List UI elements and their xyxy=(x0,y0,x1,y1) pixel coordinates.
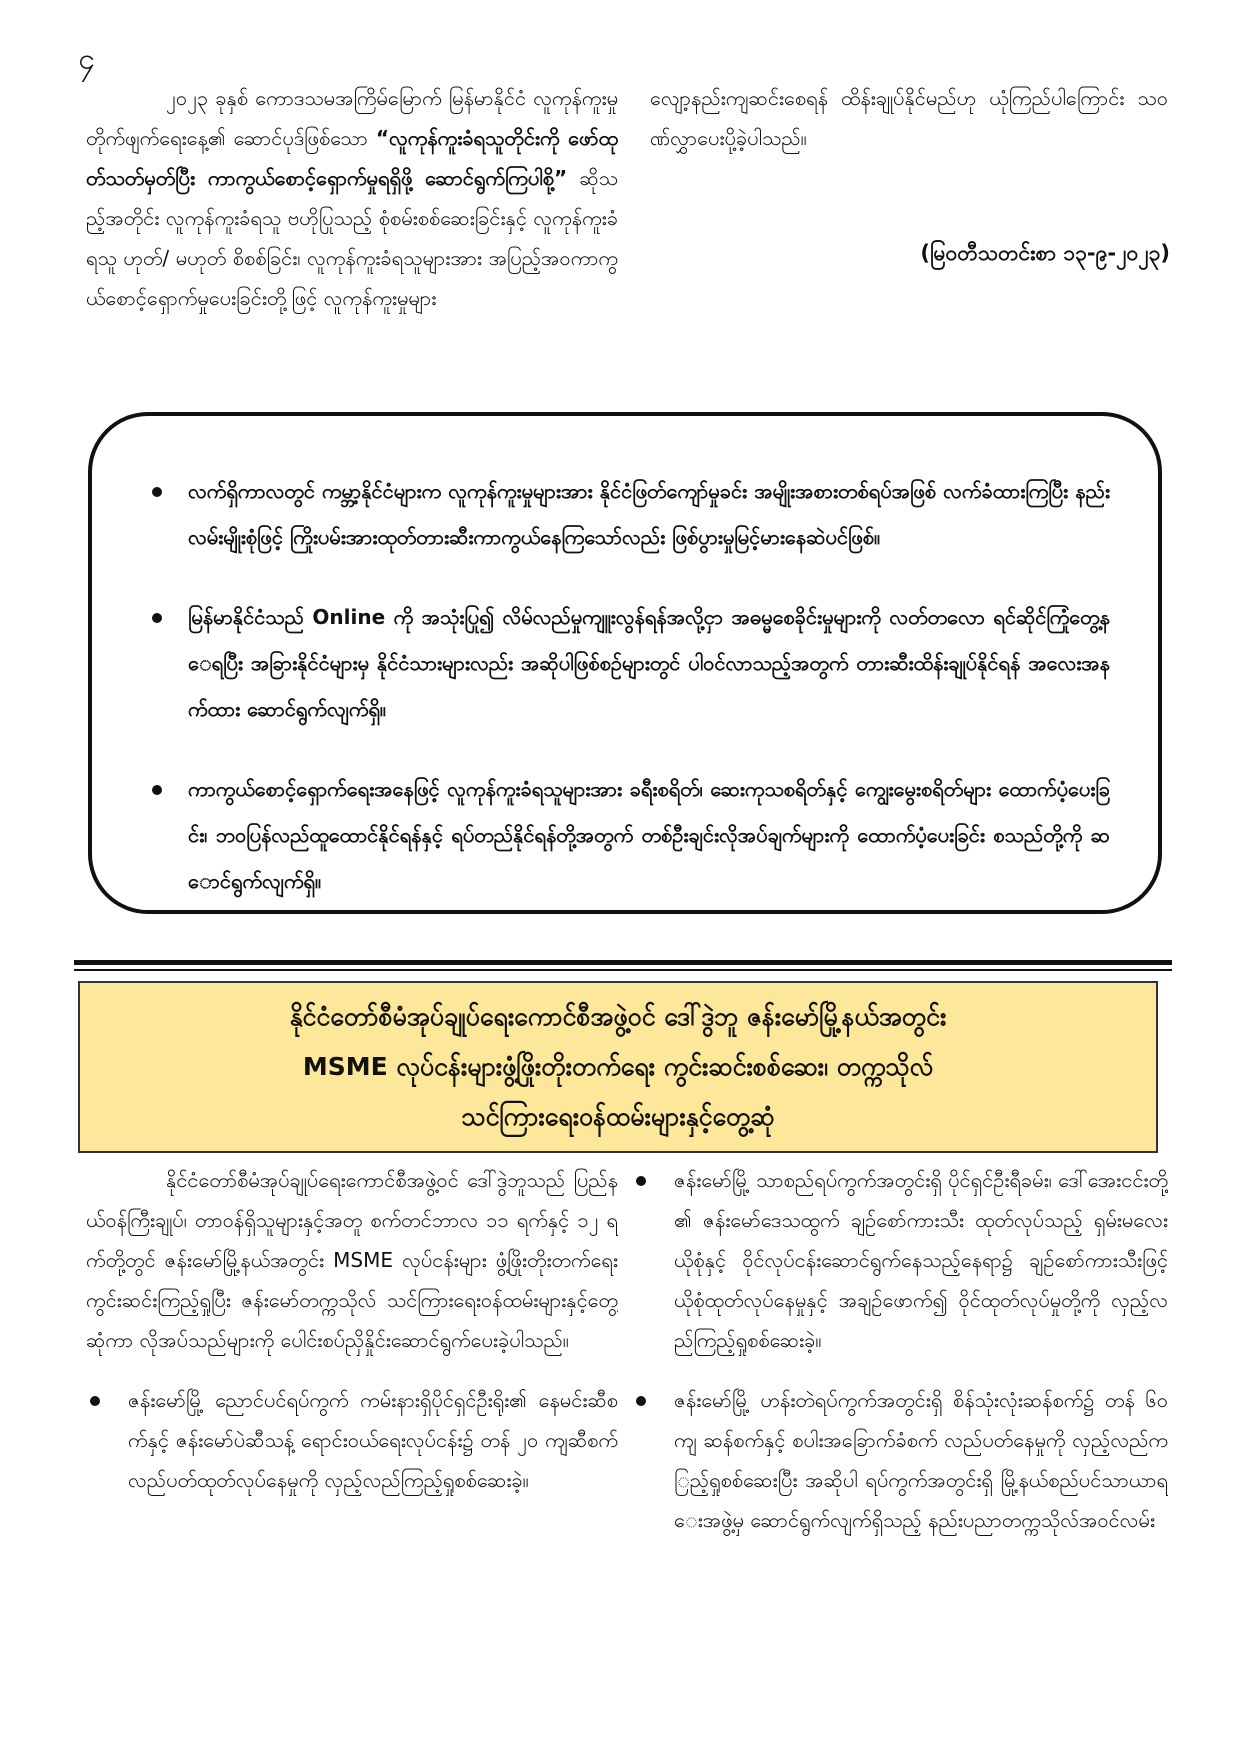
callout-item-text: လက်ရှိကာလတွင် ကမ္ဘာ့နိုင်ငံများက လူကုန်ကူးမှုများအား နိုင်ငံဖြတ်ကျော်မှုခင်း အမျိုးအစားတစ်ရပ်အဖြစ် လက်ခံထားကြပြီး နည်းလမ်းမျိုးစုံဖြင့် ကြိုးပမ်းအားထုတ်တားဆီးကာကွယ်နေကြသော်လည်း ဖြစ်ပွားမှုမြင့်မားနေဆဲပင်ဖြစ်။ xyxy=(188,479,1110,549)
callout-item-text: ကာကွယ်စောင့်ရှောက်ရေးအနေဖြင့် လူကုန်ကူးခံရသူများအား ခရီးစရိတ်၊ ဆေးကုသစရိတ်နှင့် ကျွေးမွေးစရိတ်များ ထောက်ပံ့ပေးခြင်း၊ ဘဝပြန်လည်ထူထောင်နိုင်ရန်နှင့် ရပ်တည်နိုင်ရန်တို့အတွက် တစ်ဦးချင်းလိုအပ်ချက်များကို ထောက်ပံ့ပေးခြင်း စသည်တို့ကို ဆောင်ရွက်လျက်ရှိ။ xyxy=(188,777,1110,893)
paragraph-gap xyxy=(632,1360,1168,1380)
bullet-icon xyxy=(152,785,162,795)
article-headline xyxy=(78,981,1158,1153)
article-bullet-text: ဇန်းမော်မြို့ သာစည်ရပ်ကွက်အတွင်းရှိ ပိုင်ရှင်ဦးရီခမ်း၊ ဒေါ်အေးငင်းတို့၏ ဇန်းမော်ဒေသထွက် ချဉ်စော်ကားသီး ထုတ်လုပ်သည့် ရှမ်းမလေးယိုစုံနှင့် ဝိုင်လုပ်ငန်းဆောင်ရွက်နေသည့်နေရာ၌ ချဉ်စော်ကားသီးဖြင့် ယိုစုံထုတ်လုပ်နေမှုနှင့် အချဉ်ဖောက်၍ ဝိုင်ထုတ်လုပ်မှုတို့ကို လှည့်လည်ကြည့်ရှုစစ်ဆေးခဲ့။ xyxy=(674,1168,1168,1352)
callout-box xyxy=(88,412,1162,914)
article-bullet xyxy=(632,1160,1168,1360)
paragraph-rest: ဆိုသည့်အတိုင်း လူကုန်ကူးခံရသူ ဗဟိုပြုသည့် စုံစမ်းစစ်ဆေးခြင်းနှင့် လူကုန်ကူးခံရသူ ဟုတ်/ မဟုတ် စိစစ်ခြင်း၊ လူကုန်ကူးခံရသူများအား အပြည့်အဝကာကွယ်စောင့်ရှောက်မှုပေးခြင်းတို့ဖြင့် လူကုန်ကူးမှုများ xyxy=(86,166,618,310)
article-bullet-text: ဇန်းမော်မြို့ ညောင်ပင်ရပ်ကွက် ကမ်းနားရှိပိုင်ရှင်ဦးရိုး၏ နေမင်းဆီစက်နှင့် ဇန်းမော်ပဲဆီသန့် ရောင်းဝယ်ရေးလုပ်ငန်း၌ တန် ၂၀ ကျဆီစက် လည်ပတ်ထုတ်လုပ်နေမှုကို လှည့်လည်ကြည့်ရှုစစ်ဆေးခဲ့။ xyxy=(128,1388,618,1492)
section-divider-thin xyxy=(74,969,1172,971)
source-citation: (မြဝတီသတင်းစာ ၁၃-၉-၂၀၂၃) xyxy=(920,241,1170,265)
article-bullet xyxy=(632,1380,1168,1540)
intro-paragraph xyxy=(86,78,618,318)
headline-line: နိုင်ငံတော်စီမံအုပ်ချုပ်ရေးကောင်စီအဖွဲ့ဝင် ဒေါ်ဒွဲဘူ ဇန်းမော်မြို့နယ်အတွင်း xyxy=(289,1002,947,1031)
top-left-column xyxy=(86,78,618,398)
paragraph-lead: ၂၀၂၃ ခုနှစ် ကောဒသမအကြိမ်မြောက် မြန်မာနိုင်ငံ လူကုန်ကူးမှုတိုက်ဖျက်ရေးနေ့၏ ဆောင်ပုဒ်ဖြစ်သော xyxy=(86,86,618,150)
callout-item-text: မြန်မာနိုင်ငံသည် Online ကို အသုံးပြု၍ လိမ်လည်မှုကျူးလွန်ရန်အလို့ငှာ အဓမ္မစေခိုင်းမှုများကို လတ်တလော ရင်ဆိုင်ကြုံတွေ့နေရပြီး အခြားနိုင်ငံများမှ နိုင်ငံသားများလည်း အဆိုပါဖြစ်စဉ်များတွင် ပါဝင်လာသည့်အတွက် တားဆီးထိန်းချုပ်နိုင်ရန် အလေးအနက်ထား ဆောင်ရွက်လျက်ရှိ။ xyxy=(188,605,1110,721)
callout-item xyxy=(152,468,1110,560)
bullet-icon xyxy=(636,1396,646,1406)
article-bullet xyxy=(86,1380,618,1500)
article-bullet-text: ဇန်းမော်မြို့ ဟန်းတဲရပ်ကွက်အတွင်းရှိ စိန်သုံးလုံးဆန်စက်၌ တန် ၆၀ ကျ ဆန်စက်နှင့် စပါးအခြောက်ခံစက် လည်ပတ်နေမှုကို လှည့်လည်ကြည့်ရှုစစ်ဆေးပြီး အဆိုပါ ရပ်ကွက်အတွင်းရှိ မြို့နယ်စည်ပင်သာယာရေးအဖွဲ့မှ ဆောင်ရွက်လျက်ရှိသည့် နည်းပညာတက္ကသိုလ်အဝင်လမ်း xyxy=(674,1388,1168,1532)
top-right-paragraph: လျော့နည်းကျဆင်းစေရန် ထိန်းချုပ်နိုင်မည်ဟု ယုံကြည်ပါကြောင်း သဝဏ်လွှာပေးပို့ခဲ့ပါသည်။ xyxy=(650,86,1168,150)
bullet-icon xyxy=(90,1396,100,1406)
headline-line: သင်ကြားရေးဝန်ထမ်းများနှင့်တွေ့ဆုံ xyxy=(461,1102,775,1131)
bullet-icon xyxy=(152,613,162,623)
callout-list xyxy=(152,468,1110,904)
article-intro: နိုင်ငံတော်စီမံအုပ်ချုပ်ရေးကောင်စီအဖွဲ့ဝင် ဒေါ်ဒွဲဘူသည် ပြည်နယ်ဝန်ကြီးချုပ်၊ တာဝန်ရှိသူများနှင့်အတူ စက်တင်ဘာလ ၁၁ ရက်နှင့် ၁၂ ရက်တို့တွင် ဇန်းမော်မြို့နယ်အတွင်း MSME လုပ်ငန်းများ ဖွံ့ဖြိုးတိုးတက်ရေးကွင်းဆင်းကြည့်ရှုပြီး ဇန်းမော်တက္ကသိုလ် သင်ကြားရေးဝန်ထမ်းများနှင့်တွေ့ဆုံကာ လိုအပ်သည်များကို ပေါင်းစပ်ညှိနှိုင်းဆောင်ရွက်ပေးခဲ့ပါသည်။ xyxy=(86,1168,618,1352)
bottom-right-column xyxy=(632,1160,1168,1740)
section-divider-thick xyxy=(74,960,1172,965)
top-right-column xyxy=(650,78,1168,160)
page-number: ၄ xyxy=(78,42,95,77)
bottom-left-column xyxy=(86,1160,618,1740)
callout-item xyxy=(152,766,1110,904)
headline-line: MSME လုပ်ငန်းများဖွံ့ဖြိုးတိုးတက်ရေး ကွင်းဆင်းစစ်ဆေး၊ တက္ကသိုလ် xyxy=(302,1052,934,1081)
bullet-icon xyxy=(636,1176,646,1186)
bullet-icon xyxy=(152,487,162,497)
callout-item xyxy=(152,594,1110,732)
slogan-quote: “လူကုန်ကူးခံရသူတိုင်းကို ဖော်ထုတ်သတ်မှတ်ပြီး ကာကွယ်စောင့်ရှောက်မှုရရှိဖို့ ဆောင်ရွက်ကြပါစို့” xyxy=(86,126,618,190)
paragraph-gap xyxy=(86,1360,618,1380)
